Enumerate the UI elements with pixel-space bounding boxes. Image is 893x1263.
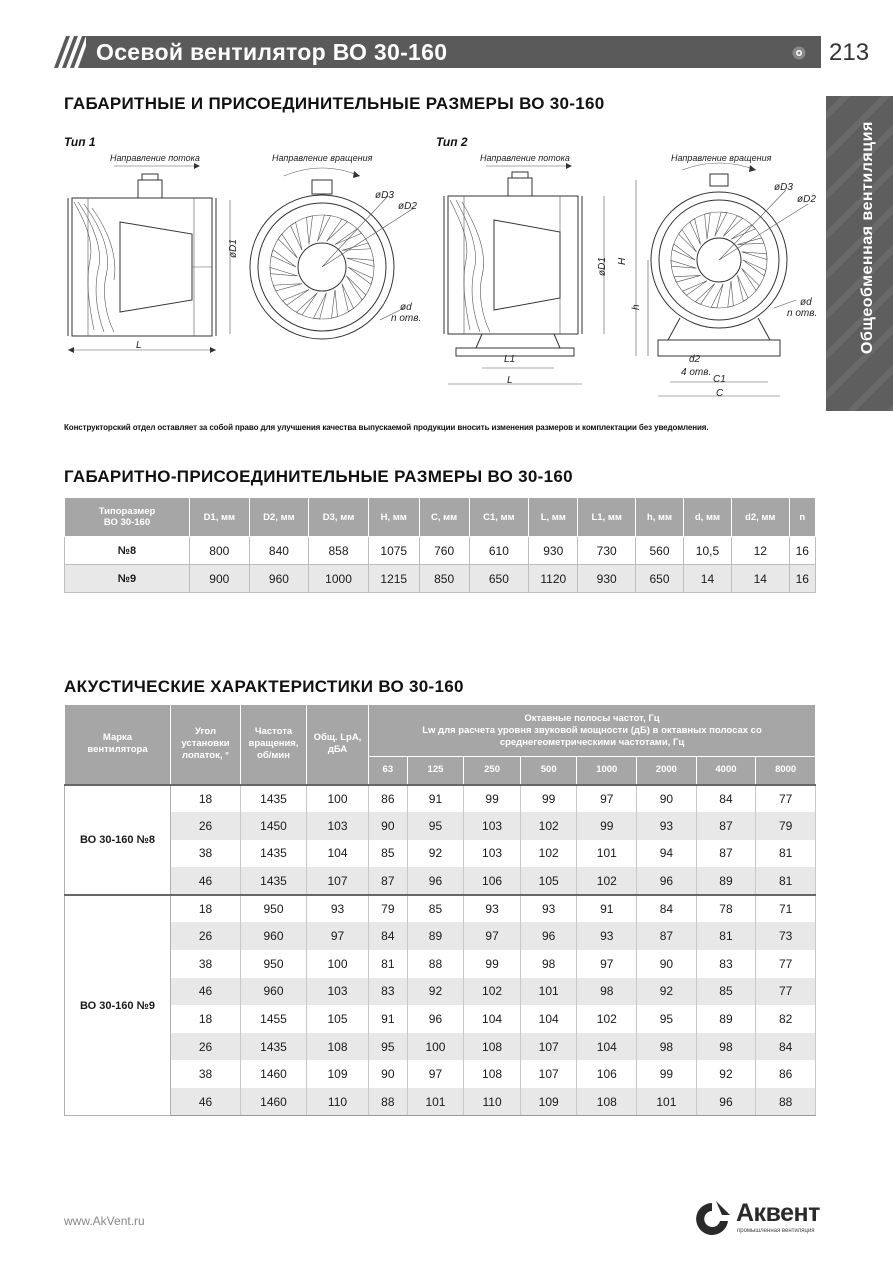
ac-value-cell: 85 [696,978,756,1006]
ac-value-cell: 96 [407,1005,464,1033]
ac-value-cell: 81 [696,922,756,950]
dim-value-cell: 16 [789,565,815,593]
ac-value-cell: 95 [369,1033,408,1061]
ac-header-speed [241,705,307,785]
ac-value-cell: 93 [520,895,577,923]
ac-band-header: 4000 [696,757,756,785]
ac-value-cell: 97 [407,1060,464,1088]
dim-value-cell: 840 [249,537,309,565]
ac-value-cell: 1460 [241,1060,307,1088]
type1-d3-label: øD3 [375,190,394,201]
type1-holes-label: n отв. [391,313,422,324]
type1-l-label: L [136,340,142,351]
ac-value-cell: 104 [520,1005,577,1033]
type2-h-big-label: H [617,257,628,265]
table-row [65,1005,816,1033]
ac-value-cell: 84 [696,785,756,813]
ac-value-cell: 105 [307,1005,369,1033]
ac-value-cell: 92 [407,840,464,868]
ac-header-angle [171,705,241,785]
ac-value-cell: 97 [577,950,637,978]
ac-value-cell: 87 [696,840,756,868]
ac-value-cell: 87 [696,812,756,840]
ac-value-cell: 103 [464,840,521,868]
ac-value-cell: 106 [464,867,521,895]
ac-value-cell: 81 [369,950,408,978]
ac-value-cell: 94 [637,840,697,868]
ac-value-cell: 105 [520,867,577,895]
type2-rotation-label: Направление вращения [671,153,772,163]
ac-value-cell: 95 [637,1005,697,1033]
dim-value-cell: 930 [578,565,636,593]
dim-value-cell: 10,5 [683,537,731,565]
table-row [65,565,816,593]
type2-l1-label: L1 [504,354,516,365]
dim-value-cell: 1000 [309,565,369,593]
dimension-table-header [65,498,816,537]
dim-value-cell: 14 [683,565,731,593]
ac-value-cell: 97 [307,922,369,950]
ac-value-cell: 1450 [241,812,307,840]
ac-value-cell: 83 [369,978,408,1006]
ac-band-header: 125 [407,757,464,785]
ac-value-cell: 100 [407,1033,464,1061]
dimensions-section-title: ГАБАРИТНЫЕ И ПРИСОЕДИНИТЕЛЬНЫЕ РАЗМЕРЫ ВО 30-160 [64,94,605,113]
logo-tagline: промышленная вентиляция [737,1228,815,1234]
dim-header-col: D1, мм [190,498,250,537]
ac-value-cell: 84 [756,1033,816,1061]
ac-value-cell: 92 [637,978,697,1006]
ac-value-cell: 99 [520,785,577,813]
ac-value-cell: 88 [369,1088,408,1116]
ac-value-cell: 85 [407,895,464,923]
type2-drawing [436,160,826,400]
type1-rotation-label: Направление вращения [272,153,373,163]
dimension-table-title: ГАБАРИТНО-ПРИСОЕДИНИТЕЛЬНЫЕ РАЗМЕРЫ ВО 30-160 [64,467,573,486]
ac-value-cell: 96 [637,867,697,895]
type2-d-label: ød [800,297,812,308]
ac-header-bands [369,705,816,757]
ac-value-cell: 96 [520,922,577,950]
dim-header-col: D2, мм [249,498,309,537]
ac-band-header: 8000 [756,757,816,785]
table-row [65,1033,816,1061]
type2-d3-label: øD3 [774,182,793,193]
ac-value-cell: 87 [369,867,408,895]
page-title: Осевой вентилятор ВО 30-160 [96,39,448,65]
table-row [65,785,816,813]
ac-band-header: 63 [369,757,408,785]
ac-value-cell: 82 [756,1005,816,1033]
ac-header-lpa [307,705,369,785]
ac-value-cell: 77 [756,785,816,813]
dim-value-cell: 16 [789,537,815,565]
ac-value-cell: 97 [577,785,637,813]
logo-text: Аквент [736,1199,820,1227]
dim-header-col: C, мм [419,498,469,537]
ac-header-model-line1: Марка [102,732,133,744]
ac-value-cell: 85 [369,840,408,868]
ac-value-cell: 99 [464,785,521,813]
ac-value-cell: 1435 [241,1033,307,1061]
dim-value-cell: 560 [636,537,684,565]
ac-value-cell: 90 [637,950,697,978]
ac-value-cell: 90 [369,1060,408,1088]
ac-value-cell: 93 [637,812,697,840]
dim-value-cell: 12 [731,537,789,565]
ac-value-cell: 93 [577,922,637,950]
ac-value-cell: 98 [520,950,577,978]
dim-value-cell: 858 [309,537,369,565]
disclaimer-text: Конструкторский отдел оставляет за собой право для улучшения качества выпускаемой продукции вносить изменения размеров и комплектации без уведомления. [64,423,709,432]
ac-header-speed-line3: об/мин [257,750,290,762]
type1-label: Тип 1 [64,135,96,149]
ac-header-bands-line3: среднегеометрическими частотами, Гц [499,736,685,748]
dim-header-col: n [789,498,815,537]
ac-value-cell: 26 [171,922,241,950]
ac-value-cell: 109 [307,1060,369,1088]
dim-value-cell: 900 [190,565,250,593]
ac-header-angle-line3: лопаток, ° [182,750,229,762]
type2-h-small-label: h [631,304,642,310]
dim-value-cell: 930 [529,537,578,565]
ac-value-cell: 99 [464,950,521,978]
ac-value-cell: 98 [696,1033,756,1061]
dim-header-col: C1, мм [469,498,529,537]
ac-header-angle-line2: установки [181,738,230,750]
ac-value-cell: 38 [171,840,241,868]
dim-value-cell: 850 [419,565,469,593]
ac-value-cell: 1435 [241,840,307,868]
dim-value-cell: 1075 [368,537,419,565]
type2-l-label: L [507,375,513,386]
type1-d-label: ød [400,302,412,313]
ac-header-speed-line1: Частота [254,726,293,738]
ac-value-cell: 104 [464,1005,521,1033]
dim-size-cell: №9 [65,565,190,593]
ac-value-cell: 108 [307,1033,369,1061]
ac-header-speed-line2: вращения, [248,738,299,750]
ac-value-cell: 102 [577,867,637,895]
ac-value-cell: 88 [756,1088,816,1116]
ac-value-cell: 93 [464,895,521,923]
type1-d1-label: øD1 [228,239,239,258]
type2-d2-label: øD2 [797,194,816,205]
ac-value-cell: 71 [756,895,816,923]
ac-value-cell: 86 [756,1060,816,1088]
ac-value-cell: 107 [520,1033,577,1061]
ac-value-cell: 107 [520,1060,577,1088]
ac-value-cell: 107 [307,867,369,895]
type2-d2-small-label: d2 [689,354,701,365]
ac-header-bands-line2: Lw для расчета уровня звуковой мощности (дБ) в октавных полосах со [422,724,762,736]
dim-header-col: L, мм [529,498,578,537]
dim-size-cell: №8 [65,537,190,565]
ac-value-cell: 1435 [241,867,307,895]
ac-value-cell: 89 [696,1005,756,1033]
dim-header-size-line2: ВО 30-160 [103,517,151,528]
ac-value-cell: 102 [464,978,521,1006]
ac-value-cell: 950 [241,895,307,923]
ac-value-cell: 46 [171,1088,241,1116]
ac-value-cell: 101 [577,840,637,868]
dim-header-col: d, мм [683,498,731,537]
ac-model-cell: ВО 30-160 №9 [65,895,171,1116]
dim-header-col: d2, мм [731,498,789,537]
ac-value-cell: 99 [577,812,637,840]
ac-value-cell: 103 [307,812,369,840]
ac-value-cell: 104 [307,840,369,868]
ac-value-cell: 81 [756,840,816,868]
ac-value-cell: 26 [171,1033,241,1061]
ac-value-cell: 97 [464,922,521,950]
ac-value-cell: 26 [171,812,241,840]
ac-value-cell: 98 [637,1033,697,1061]
ac-value-cell: 1460 [241,1088,307,1116]
type2-flow-label: Направление потока [480,153,570,163]
ac-header-angle-line1: Угол [195,726,216,738]
acoustic-table [64,704,816,1116]
dim-header-col: L1, мм [578,498,636,537]
dim-value-cell: 730 [578,537,636,565]
ac-value-cell: 109 [520,1088,577,1116]
ac-value-cell: 102 [520,840,577,868]
dim-header-col: H, мм [368,498,419,537]
ac-value-cell: 79 [369,895,408,923]
ac-value-cell: 81 [756,867,816,895]
ac-value-cell: 960 [241,978,307,1006]
dim-value-cell: 1120 [529,565,578,593]
ac-value-cell: 101 [520,978,577,1006]
ac-value-cell: 106 [577,1060,637,1088]
ac-value-cell: 100 [307,785,369,813]
dim-header-col: h, мм [636,498,684,537]
ac-header-lpa-line1: Общ. LpA, [313,732,362,744]
table-row [65,950,816,978]
ac-value-cell: 89 [696,867,756,895]
ac-value-cell: 91 [577,895,637,923]
dim-value-cell: 800 [190,537,250,565]
ac-value-cell: 98 [577,978,637,1006]
ac-value-cell: 87 [637,922,697,950]
ac-value-cell: 99 [637,1060,697,1088]
ac-header-model-line2: вентилятора [87,744,148,756]
dim-value-cell: 650 [636,565,684,593]
type2-d1-label: øD1 [597,257,608,276]
table-row [65,1060,816,1088]
ac-value-cell: 103 [464,812,521,840]
side-tab-label: Общеобменная вентиляция [859,121,876,354]
ac-value-cell: 1435 [241,785,307,813]
dim-value-cell: 610 [469,537,529,565]
ac-value-cell: 110 [464,1088,521,1116]
ac-value-cell: 18 [171,785,241,813]
ac-value-cell: 79 [756,812,816,840]
ac-value-cell: 38 [171,950,241,978]
table-row [65,812,816,840]
dim-header-col: D3, мм [309,498,369,537]
ac-value-cell: 18 [171,895,241,923]
ac-value-cell: 77 [756,950,816,978]
ac-band-header: 2000 [637,757,697,785]
table-row [65,978,816,1006]
ac-value-cell: 18 [171,1005,241,1033]
ac-value-cell: 93 [307,895,369,923]
fan-icon [792,46,806,60]
ac-value-cell: 960 [241,922,307,950]
ac-value-cell: 104 [577,1033,637,1061]
ac-value-cell: 108 [464,1033,521,1061]
type2-holes-label: n отв. [787,308,818,319]
dim-value-cell: 960 [249,565,309,593]
dimension-table [64,497,816,593]
side-tab [826,96,893,411]
ac-value-cell: 77 [756,978,816,1006]
ac-value-cell: 78 [696,895,756,923]
type2-label: Тип 2 [436,135,468,149]
ac-value-cell: 90 [637,785,697,813]
header-stripes-icon [46,36,86,68]
ac-value-cell: 96 [696,1088,756,1116]
ac-value-cell: 100 [307,950,369,978]
dim-value-cell: 650 [469,565,529,593]
ac-value-cell: 1455 [241,1005,307,1033]
table-row [65,895,816,923]
ac-value-cell: 73 [756,922,816,950]
ac-value-cell: 88 [407,950,464,978]
ac-value-cell: 103 [307,978,369,1006]
dim-value-cell: 760 [419,537,469,565]
ac-header-bands-line1: Октавные полосы частот, Гц [524,712,660,724]
ac-value-cell: 102 [520,812,577,840]
type1-flow-label: Направление потока [110,153,200,163]
ac-value-cell: 108 [464,1060,521,1088]
ac-value-cell: 95 [407,812,464,840]
ac-model-cell: ВО 30-160 №8 [65,785,171,895]
table-row [65,537,816,565]
ac-value-cell: 84 [637,895,697,923]
ac-value-cell: 92 [696,1060,756,1088]
page-number: 213 [829,39,870,66]
logo-icon [692,1201,732,1235]
ac-value-cell: 83 [696,950,756,978]
ac-value-cell: 101 [407,1088,464,1116]
type2-holes4-label: 4 отв. [681,367,712,378]
ac-value-cell: 101 [637,1088,697,1116]
ac-band-header: 250 [464,757,521,785]
ac-header-model [65,705,171,785]
ac-value-cell: 108 [577,1088,637,1116]
ac-value-cell: 90 [369,812,408,840]
ac-value-cell: 92 [407,978,464,1006]
type1-d2-label: øD2 [398,201,417,212]
footer-url[interactable]: www.AkVent.ru [64,1214,145,1228]
ac-band-header: 1000 [577,757,637,785]
ac-value-cell: 110 [307,1088,369,1116]
dim-header-size-line1: Типоразмер [98,506,156,517]
ac-value-cell: 38 [171,1060,241,1088]
acoustic-table-title: АКУСТИЧЕСКИЕ ХАРАКТЕРИСТИКИ ВО 30-160 [64,677,464,696]
table-row [65,1088,816,1116]
type2-c1-label: C1 [713,374,726,385]
ac-band-header: 500 [520,757,577,785]
ac-value-cell: 46 [171,978,241,1006]
table-row [65,840,816,868]
ac-value-cell: 950 [241,950,307,978]
ac-value-cell: 86 [369,785,408,813]
ac-value-cell: 46 [171,867,241,895]
ac-value-cell: 91 [369,1005,408,1033]
ac-value-cell: 84 [369,922,408,950]
ac-value-cell: 89 [407,922,464,950]
table-row [65,922,816,950]
ac-value-cell: 96 [407,867,464,895]
dim-value-cell: 14 [731,565,789,593]
ac-value-cell: 91 [407,785,464,813]
dim-value-cell: 1215 [368,565,419,593]
dim-header-size [65,498,190,537]
type2-c-label: C [716,388,724,399]
ac-value-cell: 102 [577,1005,637,1033]
ac-header-lpa-line2: дБА [327,744,348,756]
table-row [65,867,816,895]
